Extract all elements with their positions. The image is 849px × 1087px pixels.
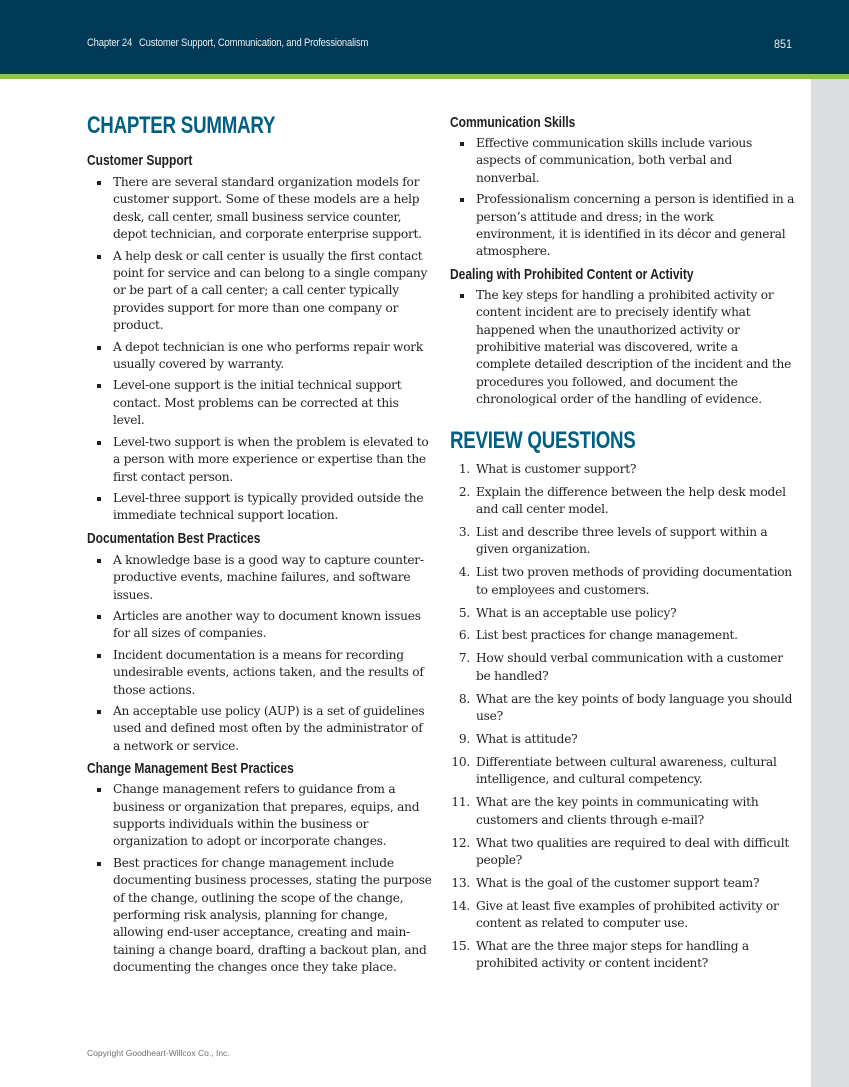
bullet-list bbox=[450, 135, 795, 261]
section-heading: Documentation Best Practices bbox=[87, 529, 261, 547]
bullet-list bbox=[87, 552, 432, 755]
question-item: 12. What two qualities are required to deal with difficult people? bbox=[451, 835, 789, 867]
bullet-list bbox=[87, 174, 432, 525]
section-documentation bbox=[87, 529, 432, 755]
list-item: Professionalism concerning a person is identified in a person’s attitude and dress; in the work environment, it is identified in its décor and general atmosphere. bbox=[450, 191, 795, 261]
list-item: Change management refers to guidance from a business or organization that prepares, equips, and supports individuals within the business or organization to adopt or incorporate changes. bbox=[87, 781, 432, 851]
list-item: Articles are another way to document known issues for all sizes of companies. bbox=[87, 608, 432, 643]
section-heading: Communication Skills bbox=[450, 114, 576, 131]
question-item: 2. Explain the difference between the help desk model and call center model. bbox=[458, 484, 786, 516]
section-change-management bbox=[87, 759, 432, 976]
section-heading: Customer Support bbox=[87, 152, 193, 169]
question-item: 14. Give at least five examples of prohibited activity or content as related to computer use. bbox=[451, 898, 779, 931]
list-item: Effective communication skills include various aspects of communication, both verbal and nonverbal. bbox=[450, 135, 795, 187]
list-item: Best practices for change management include documenting business processes, stating the purpose of the change, outlining the scope of the change, performing risk analysis, planning for change, allowing end-user acceptance, creating and main-taining a change board, drafting a backout plan, and documenting the changes once they take place. bbox=[87, 855, 432, 977]
list-item: A help desk or call center is usually the first contact point for service and can belong to a single company or be part of a call center; a call center typically provides support for more than one company or product. bbox=[87, 248, 432, 335]
header-stripe bbox=[0, 74, 849, 79]
left-column bbox=[87, 112, 432, 981]
section-communication-skills bbox=[450, 113, 795, 261]
list-item: An acceptable use policy (AUP) is a set of guidelines used and defined most often by the administrator of a network or service. bbox=[87, 703, 432, 755]
review-questions-title: REVIEW QUESTIONS bbox=[450, 426, 636, 454]
section-heading: Dealing with Prohibited Content or Activity bbox=[450, 265, 694, 283]
list-item: Incident documentation is a means for recording undesirable events, actions taken, and the results of those actions. bbox=[87, 647, 432, 699]
question-item: 13. What is the goal of the customer support team? bbox=[451, 875, 760, 890]
section-customer-support bbox=[87, 151, 432, 525]
list-item: Level-one support is the initial technical support contact. Most problems can be corrected at this level. bbox=[87, 377, 432, 429]
running-head bbox=[87, 37, 368, 49]
question-item: 6. List best practices for change management. bbox=[458, 628, 738, 643]
question-item: 3. List and describe three levels of support within a given organization. bbox=[458, 524, 768, 557]
chapter-label: Chapter 24 bbox=[87, 37, 133, 49]
right-column bbox=[450, 113, 795, 978]
page-header bbox=[0, 0, 849, 74]
question-item: 1. What is customer support? bbox=[458, 461, 637, 476]
chapter-title: Customer Support, Communication, and Professionalism bbox=[138, 37, 369, 49]
question-item: 4. List two proven methods of providing documentation to employees and customers. bbox=[458, 565, 792, 597]
question-item: 10. Differentiate between cultural awareness, cultural intelligence, and cultural competency. bbox=[451, 754, 777, 787]
bullet-list bbox=[87, 781, 432, 976]
chapter-summary-title: CHAPTER SUMMARY bbox=[87, 112, 276, 139]
bullet-list bbox=[450, 287, 795, 409]
review-questions-list bbox=[450, 461, 795, 973]
question-item: 5. What is an acceptable use policy? bbox=[458, 605, 677, 620]
question-item: 11. What are the key points in communicating with customers and clients through e-mail? bbox=[451, 795, 759, 827]
copyright-footer: Copyright Goodheart-Willcox Co., Inc. bbox=[87, 1048, 230, 1058]
section-prohibited-content bbox=[450, 265, 795, 409]
list-item: Level-two support is when the problem is elevated to a person with more experience or expertise than the first contact person. bbox=[87, 434, 432, 486]
question-item: 9. What is attitude? bbox=[458, 731, 578, 746]
question-item: 7. How should verbal communication with a customer be handled? bbox=[458, 651, 783, 683]
section-heading: Change Management Best Practices bbox=[87, 760, 294, 778]
question-item: 8. What are the key points of body language you should use? bbox=[458, 691, 793, 724]
margin-band bbox=[811, 79, 849, 1087]
question-item: 15. What are the three major steps for handling a prohibited activity or content incident? bbox=[451, 939, 749, 971]
list-item: Level-three support is typically provided outside the immediate technical support location. bbox=[87, 490, 432, 525]
list-item: There are several standard organization models for customer support. Some of these models are a help desk, call center, small business service counter, depot technician, and corporate enterprise support. bbox=[87, 174, 432, 244]
page-number: 851 bbox=[773, 37, 792, 51]
list-item: A knowledge base is a good way to capture counter-productive events, machine failures, and software issues. bbox=[87, 552, 432, 604]
list-item: The key steps for handling a prohibited activity or content incident are to precisely identify what happened when the unauthorized activity or prohibitive material was discovered, write a complete detailed description of the incident and the procedures you followed, and document the chronological order of the handling of evidence. bbox=[450, 287, 795, 409]
list-item: A depot technician is one who performs repair work usually covered by warranty. bbox=[87, 339, 432, 374]
